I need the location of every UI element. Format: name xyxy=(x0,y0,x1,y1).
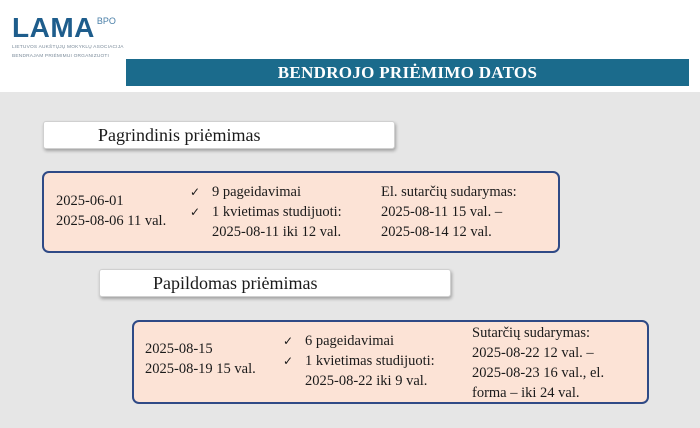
main-contract-line-2: 2025-08-11 15 val. – xyxy=(381,204,503,220)
main-admission-heading xyxy=(43,121,395,149)
additional-admission-dates xyxy=(145,339,256,379)
main-admission-contract xyxy=(381,182,517,242)
additional-date-start: 2025-08-15 xyxy=(145,341,213,357)
additional-contract-line-4: forma – iki 24 val. xyxy=(472,385,580,401)
main-date-end: 2025-08-06 11 val. xyxy=(56,213,167,229)
main-check-2: 1 kvietimas studijuoti: xyxy=(212,204,342,220)
main-contract-line-3: 2025-08-14 12 val. xyxy=(381,224,492,240)
main-admission-checklist xyxy=(190,182,342,242)
additional-contract-line-2: 2025-08-22 12 val. – xyxy=(472,345,594,361)
list-item xyxy=(190,202,342,222)
main-contract-line-1: El. sutarčių sudarymas: xyxy=(381,184,517,200)
main-check-2-cont: 2025-08-11 iki 12 val. xyxy=(212,224,342,240)
additional-admission-contract xyxy=(472,323,604,403)
logo-subtitle-1: LIETUVOS AUKŠTŲJŲ MOKYKLŲ ASOCIACIJA xyxy=(12,45,124,50)
check-mark-icon: ✓ xyxy=(190,205,201,219)
additional-check-1: 6 pageidavimai xyxy=(305,333,394,349)
logo-subtitle-2: BENDRAJAM PRIĖMIMUI ORGANIZUOTI xyxy=(12,54,110,59)
additional-check-2-cont: 2025-08-22 iki 9 val. xyxy=(305,373,428,389)
additional-date-end: 2025-08-19 15 val. xyxy=(145,361,256,377)
check-mark-icon: ✓ xyxy=(283,334,294,348)
additional-admission-checklist xyxy=(283,331,435,391)
main-check-1: 9 pageidavimai xyxy=(212,184,301,200)
main-admission-card xyxy=(42,171,560,253)
additional-admission-heading xyxy=(99,269,451,297)
check-mark-icon: ✓ xyxy=(283,354,294,368)
additional-check-2: 1 kvietimas studijuoti: xyxy=(305,353,435,369)
check-mark-icon: ✓ xyxy=(190,185,201,199)
additional-admission-heading-label: Papildomas priėmimas xyxy=(153,272,318,293)
header xyxy=(0,0,700,92)
page-title: BENDROJO PRIĖMIMO DATOS xyxy=(126,59,689,86)
list-item xyxy=(283,331,435,351)
additional-contract-line-1: Sutarčių sudarymas: xyxy=(472,325,590,341)
list-item xyxy=(190,182,342,202)
lama-bpo-logo xyxy=(12,14,132,60)
main-admission-heading-label: Pagrindinis priėmimas xyxy=(98,124,261,145)
additional-contract-line-3: 2025-08-23 16 val., el. xyxy=(472,365,605,381)
additional-admission-card xyxy=(132,320,649,404)
main-date-start: 2025-06-01 xyxy=(56,193,124,209)
logo-suffix: BPO xyxy=(96,16,116,26)
main-admission-dates xyxy=(56,191,166,231)
logo-word: LAMA xyxy=(12,12,95,43)
list-item xyxy=(283,351,435,371)
